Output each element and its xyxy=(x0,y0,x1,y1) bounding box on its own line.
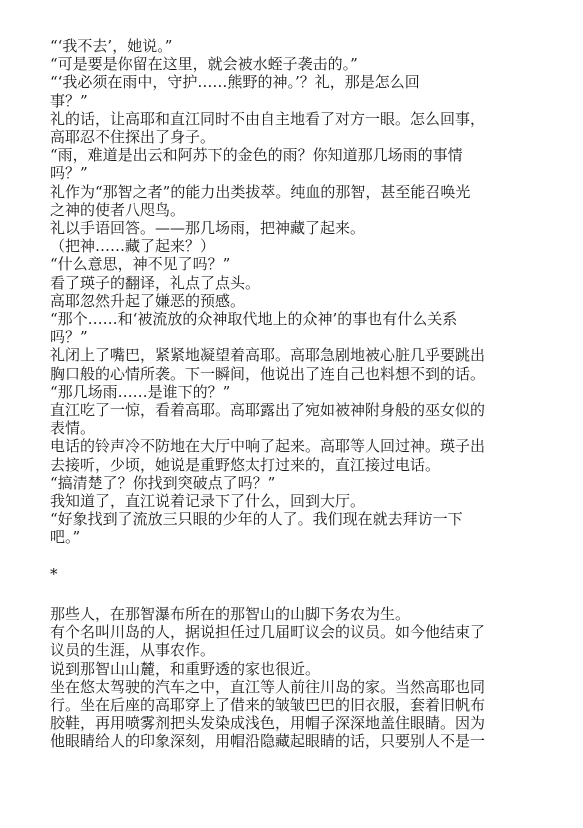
text-line: 他眼睛给人的印象深刻，用帽沿隐藏起眼睛的话，只要别人不是一 xyxy=(50,732,486,751)
text-line: “好象找到了流放三只眼的少年的人了。我们现在就去拜访一下 xyxy=(50,510,463,529)
text-line: 胸口般的心情所袭。下一瞬间，他说出了连自己也料想不到的话。 xyxy=(50,364,486,383)
text-line: 礼闭上了嘴巴，紧紧地凝望着高耶。高耶急剧地被心脏几乎要跳出 xyxy=(50,346,486,365)
text-line: 表情。 xyxy=(50,419,96,438)
text-line: 吧。” xyxy=(50,528,81,547)
text-line: 有个名叫川岛的人，据说担任过几届町议会的议员。如今他结束了 xyxy=(50,623,486,642)
text-line: 礼的话，让高耶和直江同时不由自主地看了对方一眼。怎么回事， xyxy=(50,109,486,128)
text-line: “可是要是你留在这里，就会被水蛭子袭击的。” xyxy=(50,55,358,74)
text-block-2 xyxy=(50,605,540,751)
text-line: “那几场雨……是谁下的？” xyxy=(50,382,231,401)
spacer xyxy=(50,547,540,565)
text-line: 电话的铃声冷不防地在大厅中响了起来。高耶等人回过神。瑛子出 xyxy=(50,437,486,456)
text-line: 看了瑛子的翻译，礼点了点头。 xyxy=(50,273,261,292)
text-line: “‘我必须在雨中，守护……熊野的神。’？礼，那是怎么回 xyxy=(50,73,420,92)
text-line: 吗？” xyxy=(50,328,88,347)
spacer xyxy=(50,583,540,605)
text-line: 坐在悠太驾驶的汽车之中，直江等人前往川岛的家。当然高耶也同 xyxy=(50,677,486,696)
text-line: 礼作为“那智之者”的能力出类拔萃。纯血的那智，甚至能召唤光 xyxy=(50,182,471,201)
text-line: “那个……和‘被流放的众神取代地上的众神’的事也有什么关系 xyxy=(50,310,458,329)
text-line: 高耶忽然升起了嫌恶的预感。 xyxy=(50,291,246,310)
text-line: （把神……藏了起来？） xyxy=(50,237,216,256)
text-line: “什么意思，神不见了吗？” xyxy=(50,255,231,274)
document-page xyxy=(50,37,540,751)
text-line: 我知道了，直江说着记录下了什么，回到大厅。 xyxy=(50,492,366,511)
section-separator: * xyxy=(50,564,58,583)
text-line: 胶鞋，再用喷雾剂把头发染成浅色，用帽子深深地盖住眼睛。因为 xyxy=(50,714,486,733)
text-line: 行。坐在后座的高耶穿上了借来的皱皱巴巴的旧衣服，套着旧帆布 xyxy=(50,695,486,714)
text-line: 直江吃了一惊，看着高耶。高耶露出了宛如被神附身般的巫女似的 xyxy=(50,401,486,420)
text-line: 高耶忍不住探出了身子。 xyxy=(50,128,216,147)
text-line: 那些人，在那智瀑布所在的那智山的山脚下务农为生。 xyxy=(50,604,411,623)
text-line: 吗？” xyxy=(50,164,88,183)
text-line: 事？” xyxy=(50,91,88,110)
text-line: 议员的生涯，从事农作。 xyxy=(50,641,216,660)
text-block-1 xyxy=(50,37,540,547)
text-line: “‘我不去’，她说。” xyxy=(50,37,173,55)
text-line: “雨，难道是出云和阿苏下的金色的雨？你知道那几场雨的事情 xyxy=(50,146,463,165)
text-line: 礼以手语回答。——那几场雨，把神藏了起来。 xyxy=(50,219,366,238)
text-line: “搞清楚了？你找到突破点了吗？” xyxy=(50,473,276,492)
text-line: 说到那智山山麓，和重野透的家也很近。 xyxy=(50,659,321,678)
text-line: 之神的使者八咫鸟。 xyxy=(50,200,186,219)
text-line: 去接听，少顷，她说是重野悠太打过来的，直江接过电话。 xyxy=(50,455,441,474)
